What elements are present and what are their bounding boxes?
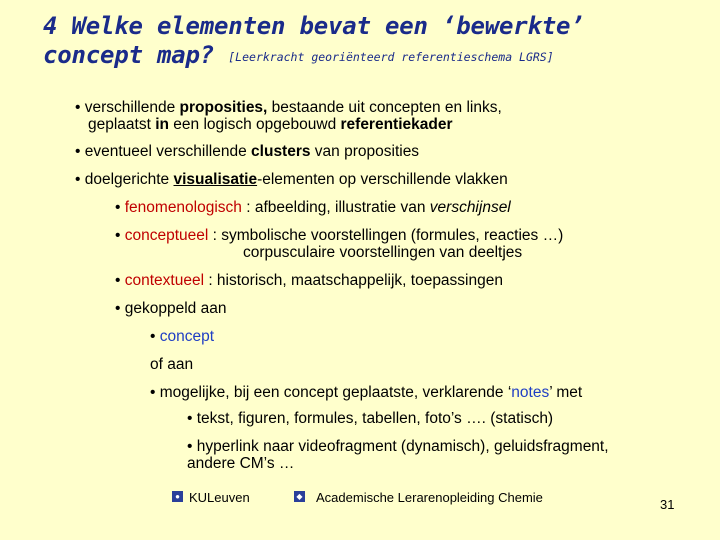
title-line-2 [43, 41, 713, 72]
keyword-verschijnsel: verschijnsel [429, 199, 511, 216]
slide-title [43, 12, 713, 72]
bullet-text: • mogelijke, bij een concept geplaatste, verklarende ‘ [150, 384, 512, 401]
bullet-text: • eventueel verschillende [75, 143, 252, 160]
bullet-text: : historisch, maatschappelijk, toepassingen [204, 272, 503, 289]
bullet-text: • doelgerichte [75, 171, 174, 188]
kuleuven-logo-icon: ● [172, 491, 183, 502]
bullet-text: • [115, 272, 125, 289]
bullet-text: van proposities [310, 143, 420, 160]
keyword-referentiekader: referentiekader [340, 116, 453, 133]
bullet-text: : afbeelding, illustratie van [241, 199, 430, 216]
keyword-visualisatie: visualisatie [173, 171, 258, 188]
title-line-2-text: concept map? [43, 41, 214, 69]
bullet-concept [150, 328, 214, 345]
bullet-fenomenologisch [115, 199, 511, 216]
title-line-1: 4 Welke elementen bevat een ‘bewerkte’ [43, 12, 585, 40]
bullet-text: -elementen op verschillende vlakken [257, 171, 508, 188]
alo-logo-icon: ◆ [294, 491, 305, 502]
bullet-visualisatie [75, 171, 508, 188]
bullet-clusters [75, 143, 419, 160]
bullet-text: een logisch opgebouwd [169, 116, 341, 133]
keyword-proposities: proposities, [179, 99, 268, 116]
bullet-conceptueel [115, 227, 563, 244]
bullet-text: geplaatst [88, 116, 156, 133]
keyword-fenomenologisch: fenomenologisch [124, 199, 242, 216]
text-of-aan: of aan [150, 356, 194, 373]
bullet-text: bestaande uit concepten en links, [267, 99, 502, 116]
bullet-notes [150, 384, 582, 401]
bullet-propositions [75, 99, 502, 116]
bullet-text: • [115, 227, 125, 244]
bullet-hyperlink: • hyperlink naar videofragment (dynamisch), geluidsfragment, [187, 438, 609, 455]
keyword-clusters: clusters [251, 143, 311, 160]
bullet-text: • verschillende [75, 99, 180, 116]
bullet-contextueel [115, 272, 503, 289]
keyword-concept: concept [159, 328, 215, 345]
keyword-conceptueel: conceptueel [124, 227, 209, 244]
keyword-notes: notes [511, 384, 550, 401]
bullet-text: • [115, 199, 125, 216]
bullet-text: ’ met [549, 384, 583, 401]
page-number: 31 [660, 497, 675, 512]
bullet-conceptueel-line2: corpusculaire voorstellingen van deeltjes [243, 244, 523, 261]
title-subtitle: [Leerkracht georiënteerd referentieschema LGRS] [228, 50, 554, 64]
footer-kuleuven: KULeuven [189, 490, 250, 505]
bullet-statisch: • tekst, figuren, formules, tabellen, foto’s …. (statisch) [187, 410, 554, 427]
bullet-hyperlink-line2: andere CM’s … [187, 455, 295, 472]
keyword-contextueel: contextueel [124, 272, 205, 289]
keyword-in: in [155, 116, 169, 133]
bullet-text: : symbolische voorstellingen (formules, reacties …) [208, 227, 564, 244]
bullet-text: • [150, 328, 160, 345]
bullet-propositions-line2 [88, 116, 453, 133]
footer-lerarenopleiding: Academische Lerarenopleiding Chemie [316, 490, 543, 505]
bullet-gekoppeld: • gekoppeld aan [115, 300, 227, 317]
